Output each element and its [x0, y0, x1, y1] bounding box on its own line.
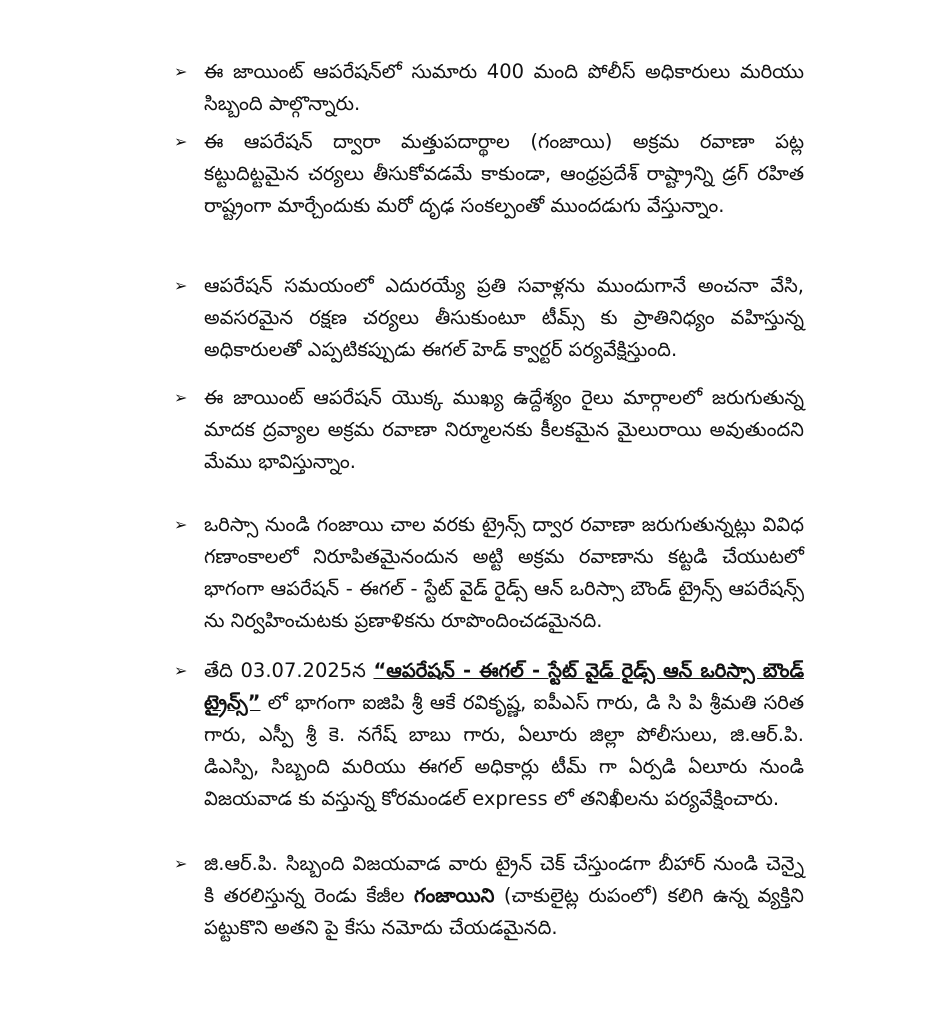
ganja-emphasis: గంజాయిని	[413, 884, 495, 907]
item-text-prefix: జి.ఆర్.పి. సిబ్బంది విజయవాడ వారు ట్రైన్ చెక్ చేస్తుండగా బీహార్ నుండి చెన్నై కి తరలిస్తున్న రెండు కేజీల	[204, 852, 804, 907]
item-text	[174, 848, 804, 944]
list-item	[174, 848, 804, 944]
arrow-bullet-icon: ➢	[174, 62, 188, 81]
list-item	[174, 126, 804, 222]
item-text	[174, 655, 804, 815]
operation-title: “ఆపరేషన్ - ఈగల్ - స్టేట్ వైడ్ రైడ్స్ ఆన్ ఒరిస్సా బౌండ్ ట్రైన్స్”	[204, 659, 804, 714]
arrow-bullet-icon: ➢	[174, 388, 188, 407]
item-text: ఒరిస్సా నుండి గంజాయి చాల వరకు ట్రైన్స్ ద్వార రవాణా జరుగుతున్నట్లు వివిధ గణాంకాలలో నిరూపితమైనందున అట్టి అక్రమ రవాణాను కట్టడి చేయుటలో భాగంగా ఆపరేషన్ - ఈగల్ - స్టేట్ వైడ్ రైడ్స్ ఆన్ ఒరిస్సా బౌండ్ ట్రైన్స్ ఆపరేషన్స్ ను నిర్వహించుటకు ప్రణాళికను రూపొందించడమైనది.	[204, 513, 804, 632]
arrow-bullet-icon: ➢	[174, 854, 188, 873]
arrow-bullet-icon: ➢	[174, 515, 188, 534]
item-text: ఈ జాయింట్ ఆపరేషన్ యొక్క ముఖ్య ఉద్దేశ్యం రైలు మార్గాలలో జరుగుతున్న మాదక ద్రవ్యాల అక్రమ రవాణా నిర్మూలనకు కీలకమైన మైలురాయి అవుతుందని మేము భావిస్తున్నాం.	[204, 386, 804, 473]
list-item	[174, 509, 804, 637]
arrow-bullet-icon: ➢	[174, 276, 188, 295]
list-item	[174, 270, 804, 366]
item-text-suffix: లో భాగంగా ఐజిపి శ్రీ ఆకే రవికృష్ణ, ఐపీఎస్ గారు, డి సి పి శ్రీమతి సరిత గారు, ఎస్పీ శ్రీ కె. నగేష్ బాబు గారు, ఏలూరు జిల్లా పోలీసులు, జి.ఆర్.పి. డిఎస్పి, సిబ్బంది మరియు ఈగల్ అధికార్లు టీమ్ గా ఏర్పడి ఏలూరు నుండి విజయవాడ కు వస్తున్న కోరమండల్ express లో తనిఖీలను పర్యవేక్షించారు.	[204, 691, 804, 810]
arrow-bullet-icon: ➢	[174, 661, 188, 680]
arrow-bullet-icon: ➢	[174, 132, 188, 151]
item-text: ఈ ఆపరేషన్ ద్వారా మత్తుపదార్థాల (గంజాయి) అక్రమ రవాణా పట్ల కట్టుదిట్టమైన చర్యలు తీసుకోవడమే కాకుండా, ఆంధ్రప్రదేశ్ రాష్ట్రాన్ని డ్రగ్ రహిత రాష్ట్రంగా మార్చేందుకు మరో దృఢ సంకల్పంతో ముందడుగు వేస్తున్నాం.	[204, 130, 804, 217]
item-text: ఈ జాయింట్ ఆపరేషన్‌లో సుమారు 400 మంది పోలీస్ అధికారులు మరియు సిబ్బంది పాల్గొన్నారు.	[204, 60, 804, 115]
item-text-prefix: తేది 03.07.2025న	[204, 659, 374, 682]
item-text-suffix: (చాకులైట్ల రుపంలో) కలిగి ఉన్న వ్యక్తిని పట్టుకొని అతని పై కేసు నమోదు చేయడమైనది.	[204, 884, 804, 939]
list-item	[174, 655, 804, 815]
list-item	[174, 382, 804, 478]
list-item	[174, 56, 804, 120]
item-text: ఆపరేషన్ సమయంలో ఎదురయ్యే ప్రతి సవాళ్లను ముందుగానే అంచనా వేసి, అవసరమైన రక్షణ చర్యలు తీసుకుంటూ టీమ్స్ కు ప్రాతినిధ్యం వహిస్తున్న అధికారులతో ఎప్పటికప్పుడు ఈగల్ హెడ్ క్వార్టర్ పర్యవేక్షిస్తుంది.	[204, 274, 804, 361]
